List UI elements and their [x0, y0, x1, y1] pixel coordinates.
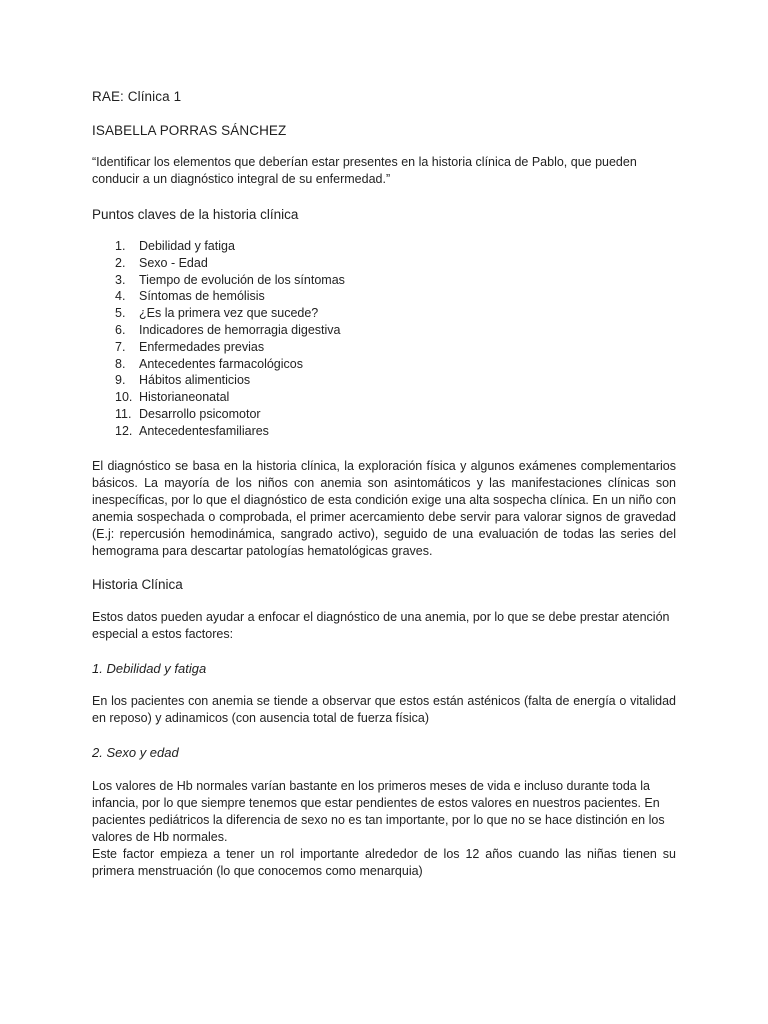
section-sexo-edad-paragraph-1: Los valores de Hb normales varían bastante en los primeros meses de vida e incluso durante toda la infancia, por lo que siempre tenemos que estar pendientes de estos valores en nuestros pacientes. En pacientes pediátricos la diferencia de sexo no es tan importante, por lo que no se hace distinción en los valores de Hb normales.	[92, 779, 665, 844]
list-item-number: 6.	[115, 322, 126, 337]
list-item-number: 12.	[115, 423, 133, 438]
document-title: RAE: Clínica 1	[92, 89, 182, 104]
section-sexo-edad-paragraph-2: Este factor empieza a tener un rol importante alrededor de los 12 años cuando las niñas tienen su primera menstruación (lo que conocemos como menarquia)	[92, 847, 676, 878]
key-points-heading: Puntos claves de la historia clínica	[92, 207, 299, 222]
list-item-number: 11.	[115, 406, 132, 421]
list-item-text: Historianeonatal	[139, 390, 230, 405]
list-item-number: 7.	[115, 339, 126, 354]
list-item-text: Antecedentes farmacológicos	[139, 356, 303, 371]
list-item-text: Debilidad y fatiga	[139, 239, 235, 253]
author-name: ISABELLA PORRAS SÁNCHEZ	[92, 123, 287, 138]
history-heading: Historia Clínica	[92, 577, 183, 592]
diagnosis-paragraph: El diagnóstico se basa en la historia clínica, la exploración física y algunos exámenes complementarios básicos. La mayoría de los niños con anemia son asintomáticos y las manifestaciones clínicas son inespecíficas, por lo que el diagnóstico de esta condición exige una alta sospecha clínica. En un niño con anemia sospechada o comprobada, el primer acercamiento debe servir para valorar signos de gravedad (E.j: repercusión hemodinámica, sangrado activo), seguido de una evaluación de todas las series del hemograma para descartar patologías hematológicas graves.	[92, 459, 676, 558]
list-item-number: 2.	[115, 255, 126, 270]
list-item-text: Tiempo de evolución de los síntomas	[139, 272, 345, 287]
list-item-number: 10.	[115, 390, 133, 405]
list-item-number: 3.	[115, 272, 126, 287]
history-intro-paragraph: Estos datos pueden ayudar a enfocar el diagnóstico de una anemia, por lo que se debe prestar atención especial a estos factores:	[92, 610, 670, 641]
list-item-number: 9.	[115, 373, 126, 388]
list-item-text: Sexo - Edad	[139, 255, 208, 270]
quote-paragraph: “Identificar los elementos que deberían estar presentes en la historia clínica de Pablo, que pueden conducir a un diagnóstico integral de su enfermedad.”	[92, 155, 637, 186]
list-item-text: Hábitos alimenticios	[139, 373, 251, 388]
list-item-text: Antecedentesfamiliares	[139, 423, 269, 438]
list-item-text: ¿Es la primera vez que sucede?	[139, 306, 319, 321]
list-item-number: 5.	[115, 306, 126, 321]
section-heading-sexo-edad: 2. Sexo y edad	[92, 745, 179, 760]
list-item-text: Enfermedades previas	[139, 339, 265, 354]
list-item-text: Indicadores de hemorragia digestiva	[139, 322, 341, 337]
list-item-text: Desarrollo psicomotor	[139, 406, 261, 421]
list-item-number: 8.	[115, 356, 126, 371]
list-item-number: 4.	[115, 289, 126, 304]
list-item-text: Síntomas de hemólisis	[139, 289, 265, 304]
section-heading-debilidad: 1. Debilidad y fatiga	[92, 661, 207, 676]
list-item-number: 1.	[115, 239, 126, 253]
section-debilidad-paragraph: En los pacientes con anemia se tiende a observar que estos están asténicos (falta de energía o vitalidad en reposo) y adinamicos (con ausencia total de fuerza física)	[92, 694, 676, 725]
